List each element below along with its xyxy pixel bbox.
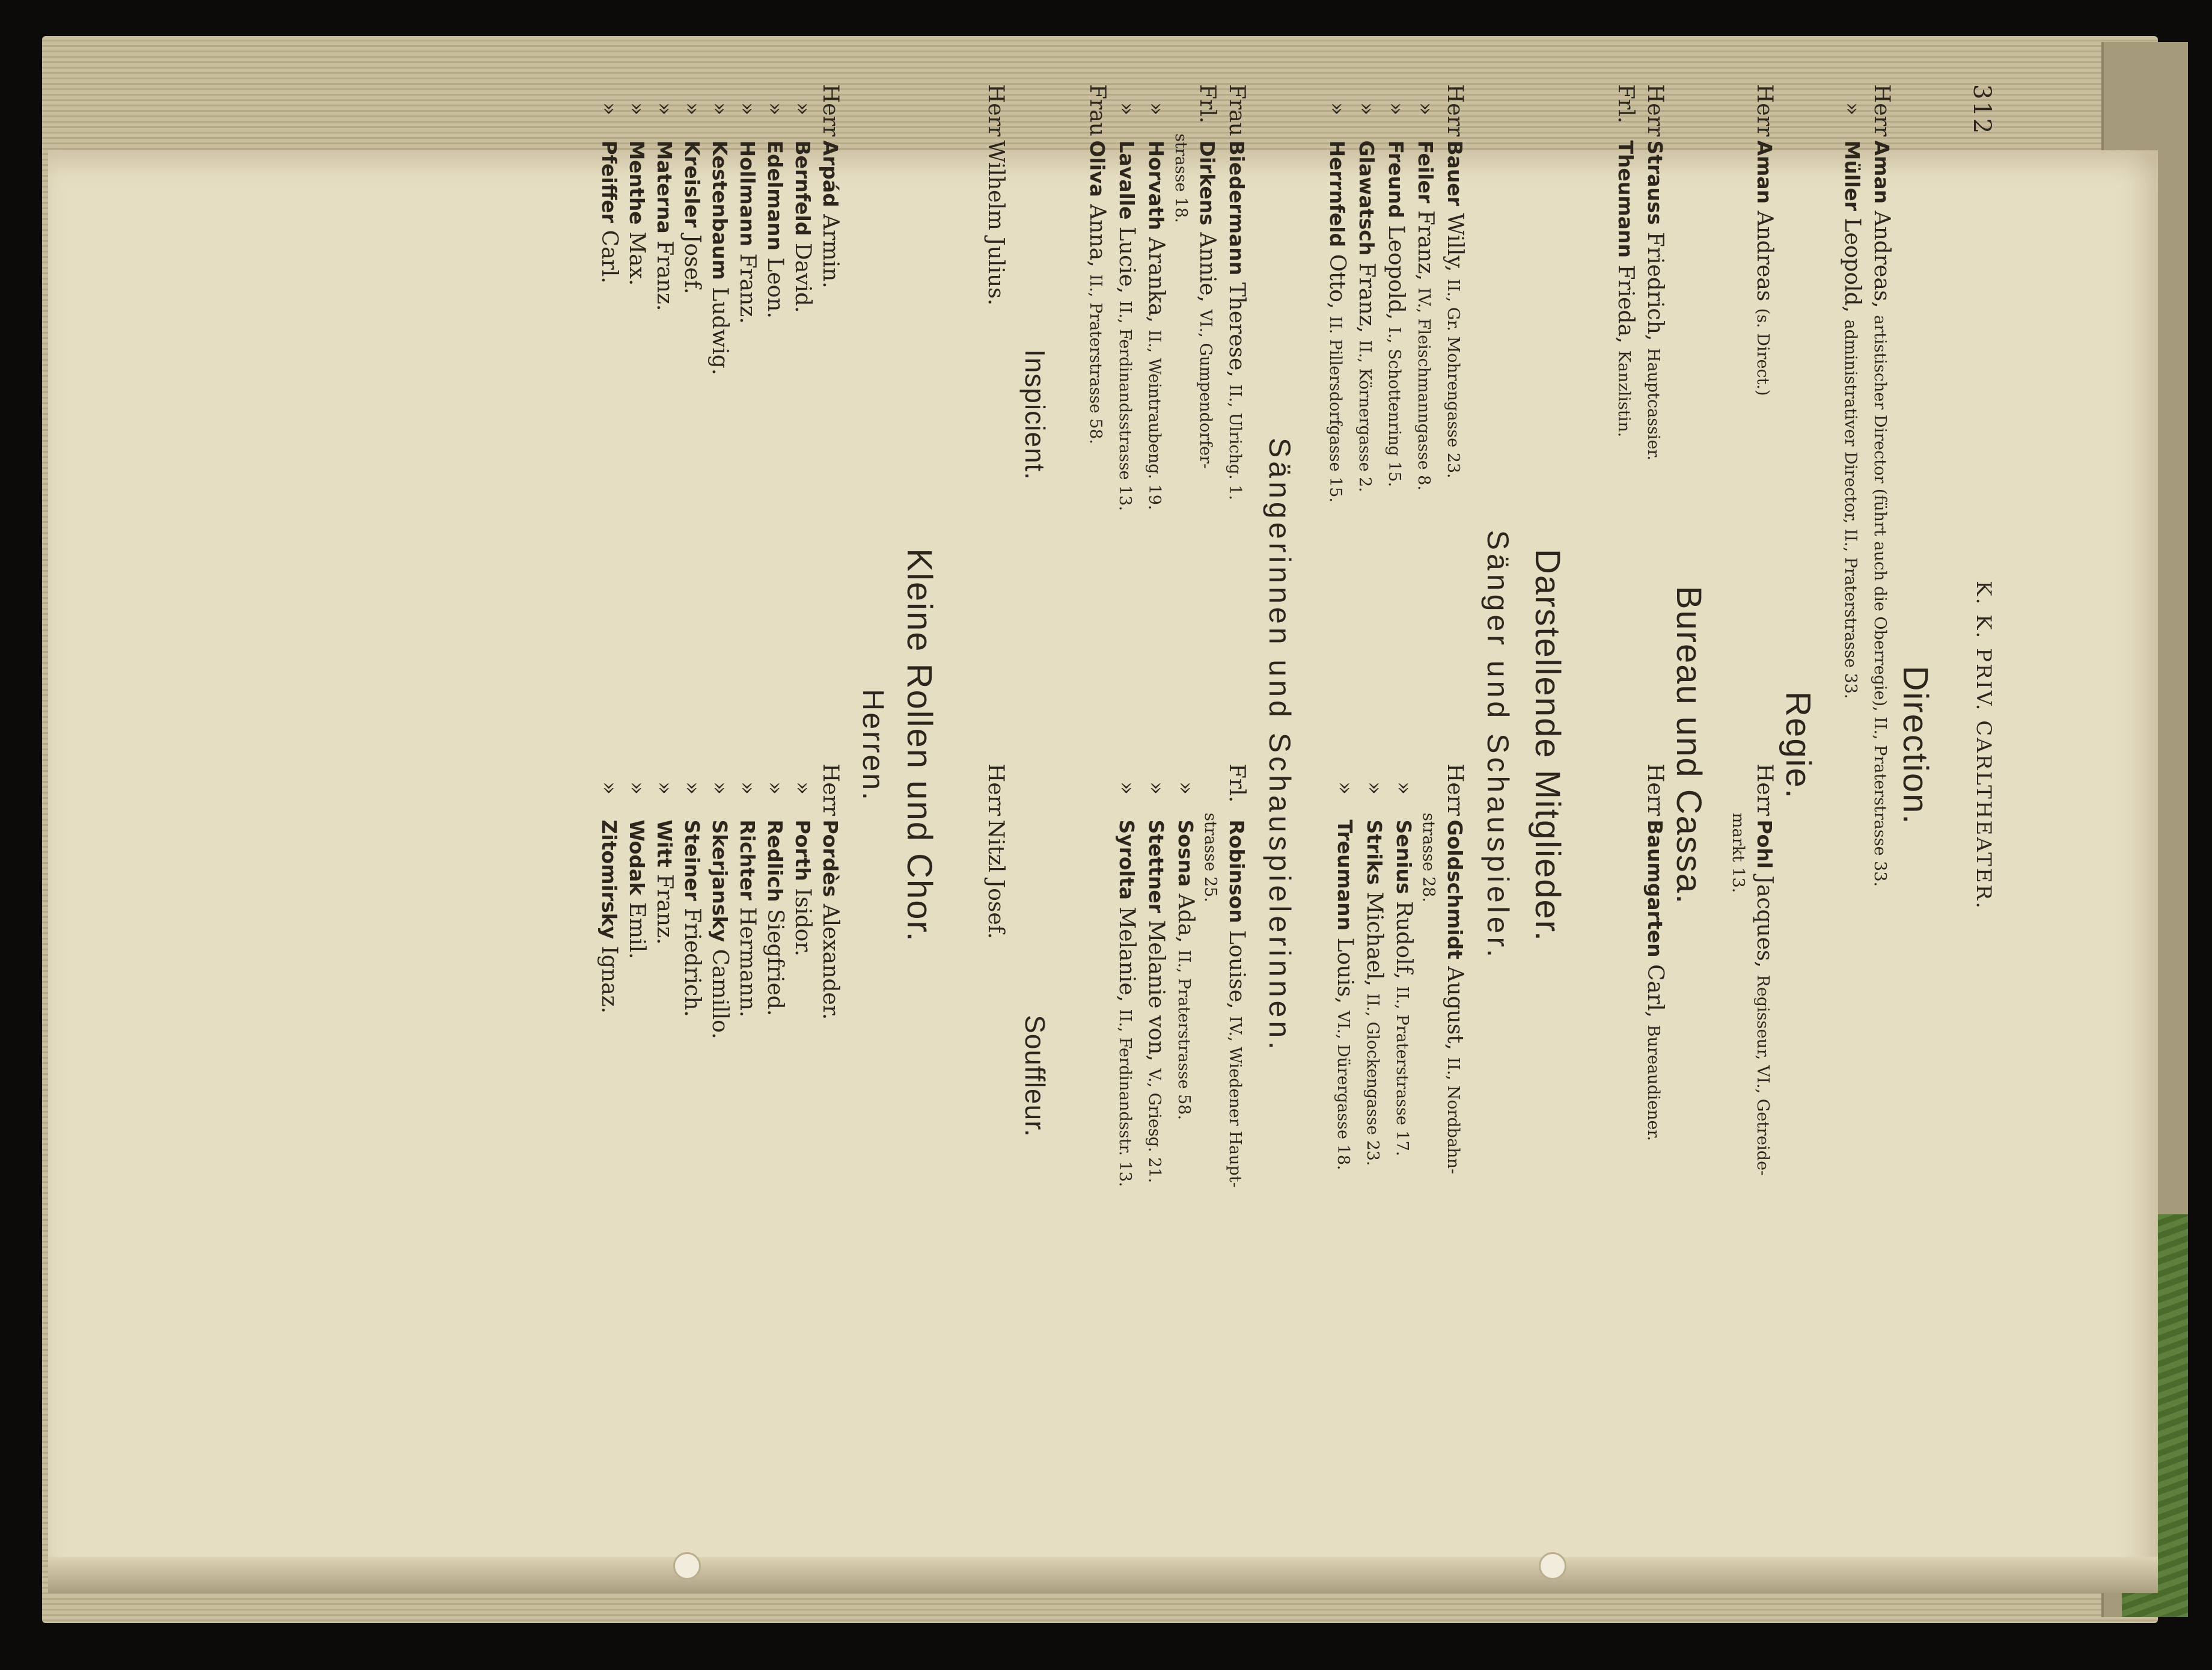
entry-prefix: » xyxy=(1325,102,1349,116)
entry-row xyxy=(623,84,650,727)
entry-row xyxy=(1388,763,1417,1407)
entry-detail: (s. Direct.) xyxy=(1753,308,1772,396)
entry-given-name: Annie, xyxy=(1195,232,1220,303)
entry-given-name: Camillo. xyxy=(707,949,732,1039)
entry-surname: Treumann xyxy=(1333,819,1357,931)
entry-row xyxy=(1439,763,1468,1407)
entry-surname: Stettner xyxy=(1144,819,1168,914)
entry-prefix: » xyxy=(652,102,677,116)
entry-detail: II., Gr. Mohrengasse 23. xyxy=(1444,278,1462,479)
entry-prefix: Herr xyxy=(818,84,843,137)
entry-prefix: Frl. xyxy=(1613,84,1638,124)
entry-row xyxy=(1140,84,1170,727)
entry-surname: Theumann xyxy=(1614,140,1637,258)
entry-prefix: » xyxy=(790,102,815,116)
entry-given-name: Hermann. xyxy=(735,907,760,1018)
entry-surname: Glawatsch xyxy=(1355,140,1378,256)
entry-surname: Horvath xyxy=(1144,140,1168,231)
entry-prefix: Herr xyxy=(1643,84,1667,137)
entry-row xyxy=(1358,763,1388,1407)
entry-detail: Bureaudiener. xyxy=(1644,1024,1663,1142)
entry-row xyxy=(706,763,733,1407)
entry-given-name: Franz. xyxy=(652,240,677,311)
heading-darstellende: Darstellende Mitglieder. xyxy=(1528,548,1567,943)
entry-prefix: Frau xyxy=(1085,84,1110,136)
entry-detail: VI., Gumpendorfer- xyxy=(1196,309,1215,469)
entry-prefix: » xyxy=(707,781,732,795)
entry-row xyxy=(1111,84,1140,727)
entry-prefix: » xyxy=(625,781,649,795)
entry-row xyxy=(1836,84,1866,1407)
entry-row xyxy=(1749,763,1778,1407)
saengerinnen-right-column xyxy=(1081,727,1250,1407)
entry-given-name: Carl. xyxy=(597,230,622,284)
heading-direction: Direction. xyxy=(1896,665,1935,825)
entry-row xyxy=(761,84,789,727)
section-darstellende xyxy=(1081,84,1568,1407)
heading-regie: Regie. xyxy=(1779,691,1818,800)
entry-given-name: Franz, xyxy=(1413,210,1438,281)
entry-prefix: » xyxy=(1173,781,1198,795)
entry-prefix: » xyxy=(1333,781,1357,795)
entry-surname: Goldschmidt xyxy=(1443,819,1467,959)
entry-given-name: Isidor. xyxy=(790,888,815,956)
entry-given-name: Andreas xyxy=(1752,210,1777,302)
entry-detail-continuation: strasse 25. xyxy=(1201,813,1220,902)
entry-detail: V., Griesg. 21. xyxy=(1145,1068,1164,1184)
entry-detail: II., Praterstrasse 58. xyxy=(1175,950,1193,1121)
bureau-left-column xyxy=(1610,84,1669,727)
entry-row xyxy=(816,84,844,727)
entry-given-name: Siegfried. xyxy=(763,909,787,1017)
bureau-right-column xyxy=(1610,727,1669,1407)
entry-given-name: Ignaz. xyxy=(597,946,622,1014)
regie-right-column xyxy=(1727,727,1778,1407)
entry-prefix: Herr xyxy=(1643,763,1667,816)
entry-surname: Richter xyxy=(736,819,759,901)
entry-prefix: » xyxy=(1362,781,1387,795)
section-inspicient-souffleur xyxy=(1019,84,1051,1407)
entry-detail: II., Ferdinandsstrasse 13. xyxy=(1116,300,1134,512)
entry-surname: Freund xyxy=(1384,140,1408,219)
entry-detail: II., Glockengasse 23. xyxy=(1363,993,1382,1166)
entry-surname: Herrnfeld xyxy=(1325,140,1349,248)
entry-surname: Hollmann xyxy=(736,140,759,247)
entry-row xyxy=(1439,84,1468,727)
entry-given-name: Michael, xyxy=(1362,892,1387,987)
entry-row xyxy=(1380,84,1410,727)
entry-name: Wilhelm Julius. xyxy=(983,140,1008,306)
section-bureau xyxy=(1610,84,1709,1407)
entry-given-name: Otto, xyxy=(1325,254,1349,310)
entry-surname: Müller xyxy=(1841,140,1864,212)
entry-detail: II., Nordbahn- xyxy=(1444,1057,1462,1175)
entry-given-name: David. xyxy=(790,242,815,313)
heading-kleine-rollen: Kleine Rollen und Chor. xyxy=(900,548,939,943)
entry-row xyxy=(1749,84,1778,727)
entry-row xyxy=(650,84,678,727)
entry-given-name: Friedrich, xyxy=(1643,231,1667,341)
entry-row xyxy=(678,84,706,727)
entry-prefix: » xyxy=(763,781,787,795)
rotated-text-block xyxy=(222,84,2014,1407)
entry-row xyxy=(733,84,761,727)
entry-detail: Regisseur, VI., Getreide- xyxy=(1753,974,1772,1176)
entry-detail: II., Ferdinandsstr. 13. xyxy=(1116,1009,1134,1187)
entry-detail-continuation: markt 13. xyxy=(1729,813,1747,893)
regie-left-column xyxy=(1727,84,1778,727)
entry-given-name: Jacques, xyxy=(1752,875,1777,968)
entry-surname: Zitomirsky xyxy=(597,819,621,940)
entry-surname: Bernfeld xyxy=(791,140,814,236)
entry-row xyxy=(789,84,816,727)
entry-given-name: Carl, xyxy=(1643,964,1667,1018)
entry-surname: Strauss xyxy=(1643,140,1667,225)
entry-given-name: Louis, xyxy=(1333,937,1357,1004)
entry-given-name: Max. xyxy=(625,231,649,286)
entry-prefix: » xyxy=(1144,102,1169,116)
entry-given-name: Melanie, xyxy=(1114,907,1139,1003)
entry-prefix: Frl. xyxy=(1195,84,1220,124)
saenger-left-column xyxy=(1321,84,1468,727)
entry-row xyxy=(1321,84,1351,727)
entry-row xyxy=(1170,763,1199,1407)
entry-given-name: Aranka, xyxy=(1144,237,1169,323)
entry-given-name: Therese, xyxy=(1224,282,1249,378)
entry-prefix: Herr xyxy=(1443,84,1467,137)
entry-surname: Menthe xyxy=(625,140,649,225)
entry-detail: II., Praterstrasse 17. xyxy=(1393,986,1411,1157)
entry-prefix: » xyxy=(1840,102,1865,116)
heading-saenger: Sänger und Schauspieler. xyxy=(1481,530,1515,961)
entry-row xyxy=(733,763,761,1407)
entry-surname: Pfeiffer xyxy=(597,140,621,224)
entry-prefix: » xyxy=(1114,102,1139,116)
entry-row xyxy=(1639,84,1669,727)
entry-detail-continuation: strasse 28. xyxy=(1419,813,1438,902)
entry-surname: Arpád xyxy=(819,140,842,207)
running-title: K. K. PRIV. CARLTHEATER. xyxy=(1972,581,1996,910)
entry-surname: Oliva xyxy=(1086,140,1109,197)
entry-prefix: Herr xyxy=(1752,763,1777,816)
entry-prefix: Herr xyxy=(1443,763,1467,816)
entry-given-name: Friedrich. xyxy=(680,908,704,1017)
entry-row xyxy=(816,763,844,1407)
entry-detail: VI., Dürergasse 18. xyxy=(1334,1011,1352,1170)
entry-row xyxy=(1639,763,1669,1407)
entry-surname: Wodak xyxy=(625,819,649,896)
entry-detail: Kanzlistin. xyxy=(1615,350,1633,438)
entry-surname: Baumgarten xyxy=(1643,819,1667,958)
entry-surname: Pohl xyxy=(1753,819,1776,869)
entry-prefix: » xyxy=(707,102,732,116)
entry-surname: Witt xyxy=(653,819,676,867)
entry-row xyxy=(1329,763,1358,1407)
entry-surname: Edelmann xyxy=(763,140,787,251)
entry-surname: Skerjansky xyxy=(708,819,732,943)
entry-row xyxy=(595,84,623,727)
direction-list xyxy=(1836,84,1895,1407)
entry-row xyxy=(1221,84,1250,727)
entry-given-name: Franz. xyxy=(735,253,760,324)
entry-prefix: » xyxy=(597,102,622,116)
entry-row xyxy=(1866,84,1895,1407)
entry-detail: I., Schottenring 15. xyxy=(1385,326,1404,488)
entry-detail: Hauptcassier. xyxy=(1644,347,1663,461)
entry-surname: Aman xyxy=(1753,140,1776,204)
entry-prefix: Herr xyxy=(983,84,1008,137)
entry-prefix: Herr xyxy=(983,763,1008,816)
inspicient-entry xyxy=(982,84,1009,727)
entry-prefix: » xyxy=(680,781,704,795)
entry-row xyxy=(1351,84,1380,727)
entry-row xyxy=(706,84,733,727)
entry-given-name: Franz. xyxy=(652,874,677,945)
entry-prefix: » xyxy=(597,781,622,795)
entry-detail: administrativer Director, II., Praterstrasse 33. xyxy=(1841,319,1860,699)
entry-surname: Robinson xyxy=(1225,819,1248,923)
entry-given-name: Leopold, xyxy=(1384,225,1408,320)
entry-given-name: Armin. xyxy=(818,214,843,289)
entry-prefix: » xyxy=(763,102,787,116)
binding-stitch xyxy=(673,1552,701,1580)
entry-given-name: Franz, xyxy=(1354,262,1379,334)
book-gutter xyxy=(48,1557,2158,1593)
entry-row xyxy=(1410,84,1439,727)
section-regie xyxy=(1727,84,1818,1407)
kleine-left-column xyxy=(595,84,844,727)
entry-detail: II., Körnergasse 2. xyxy=(1355,340,1374,492)
entry-given-name: Rudolf, xyxy=(1392,901,1416,980)
entry-given-name: Lucie, xyxy=(1114,227,1139,294)
page-header xyxy=(1960,84,1996,1407)
heading-herren: Herren. xyxy=(857,689,890,802)
entry-surname: Lavalle xyxy=(1115,140,1138,220)
entry-given-name: August, xyxy=(1443,966,1467,1051)
entry-given-name: Andreas, xyxy=(1869,210,1894,308)
entry-surname: Aman xyxy=(1870,140,1893,204)
heading-bureau: Bureau und Cassa. xyxy=(1669,586,1708,905)
entry-given-name: Alexander. xyxy=(818,904,843,1020)
entry-prefix: Frau xyxy=(1224,84,1249,136)
entry-row xyxy=(789,763,816,1407)
entry-row xyxy=(761,763,789,1407)
entry-row xyxy=(1111,763,1140,1407)
entry-surname: Sosna xyxy=(1174,819,1197,887)
page-number: 312 xyxy=(1968,84,1996,136)
heading-saengerinnen: Sängerinnen und Schauspielerinnen. xyxy=(1263,437,1297,1054)
entry-prefix: Herr xyxy=(818,763,843,816)
entry-row xyxy=(1191,84,1221,727)
entry-row xyxy=(623,763,650,1407)
entry-name: Nitzl Josef. xyxy=(983,819,1008,940)
entry-surname: Dirkens xyxy=(1196,140,1219,226)
entry-row xyxy=(595,763,623,1407)
entry-given-name: Ada, xyxy=(1173,893,1198,943)
section-kleine-rollen xyxy=(595,84,939,1407)
entry-prefix: » xyxy=(652,781,677,795)
entry-given-name: Frieda, xyxy=(1613,265,1638,344)
entry-given-name: Ludwig. xyxy=(707,287,732,376)
entry-given-name: Leopold, xyxy=(1840,218,1865,313)
entry-prefix: Herr xyxy=(1752,84,1777,137)
entry-prefix: » xyxy=(680,102,704,116)
page-content xyxy=(595,84,1936,1407)
entry-prefix: » xyxy=(735,781,760,795)
entry-given-name: Leon. xyxy=(763,257,787,319)
entry-surname: Pordès xyxy=(819,819,842,898)
entry-prefix: » xyxy=(1392,781,1416,795)
kleine-right-column xyxy=(595,727,844,1407)
entry-prefix: » xyxy=(1354,102,1379,116)
entry-prefix: » xyxy=(735,102,760,116)
entry-surname: Bauer xyxy=(1443,140,1467,207)
entry-prefix: Herr xyxy=(1869,84,1894,137)
entry-surname: Feiler xyxy=(1414,140,1437,204)
entry-surname: Materna xyxy=(653,140,676,234)
entry-given-name: Louise, xyxy=(1224,930,1249,1009)
entry-prefix: » xyxy=(790,781,815,795)
entry-detail: II., Praterstrasse 58. xyxy=(1086,274,1105,445)
entry-detail: II., Ulrichg. 1. xyxy=(1226,384,1244,501)
entry-row xyxy=(1140,763,1170,1407)
entry-given-name: Willy, xyxy=(1443,213,1467,272)
entry-surname: Senius xyxy=(1392,819,1416,895)
entry-row xyxy=(1221,763,1250,1407)
heading-souffleur: Souffleur. xyxy=(1019,1015,1051,1137)
entry-surname: Syrolta xyxy=(1115,819,1138,901)
entry-prefix: » xyxy=(1114,781,1139,795)
entry-given-name: Anna, xyxy=(1085,204,1110,268)
entry-surname: Steiner xyxy=(680,819,704,901)
entry-row xyxy=(650,763,678,1407)
entry-detail: IV., Fleischmanngasse 8. xyxy=(1414,287,1433,491)
entry-surname: Kestenbaum xyxy=(708,140,732,280)
saengerinnen-left-column xyxy=(1081,84,1250,727)
souffleur-entry xyxy=(982,727,1009,1407)
entry-prefix: Frl. xyxy=(1224,763,1249,803)
heading-inspicient: Inspicient. xyxy=(1019,349,1051,481)
entry-surname: Striks xyxy=(1363,819,1386,885)
entry-prefix: » xyxy=(1144,781,1169,795)
entry-surname: Biedermann xyxy=(1225,140,1248,276)
binding-stitch xyxy=(1539,1552,1566,1580)
entry-given-name: Melanie von, xyxy=(1144,920,1169,1062)
entry-detail: II., Weintraubeng. 19. xyxy=(1145,329,1164,510)
entry-surname: Porth xyxy=(791,819,814,881)
entry-detail: II. Pillersdorfgasse 15. xyxy=(1326,316,1345,503)
entry-prefix: » xyxy=(625,102,649,116)
entry-detail: IV., Wiedener Haupt- xyxy=(1226,1016,1244,1188)
entry-prefix: » xyxy=(1413,102,1438,116)
entry-detail: artistischer Director (führt auch die Oberregie), II., Praterstrasse 33. xyxy=(1871,315,1889,887)
entry-given-name: Josef. xyxy=(680,234,704,295)
entry-detail-continuation: strasse 18. xyxy=(1172,133,1190,223)
entry-row xyxy=(1610,84,1639,727)
entry-surname: Kreisler xyxy=(680,140,704,228)
entry-given-name: Emil. xyxy=(625,902,649,959)
entry-row xyxy=(678,763,706,1407)
saenger-right-column xyxy=(1321,727,1468,1407)
entry-row xyxy=(1081,84,1111,727)
section-direction xyxy=(1836,84,1936,1407)
entry-prefix: » xyxy=(1384,102,1408,116)
entry-surname: Redlich xyxy=(763,819,787,902)
